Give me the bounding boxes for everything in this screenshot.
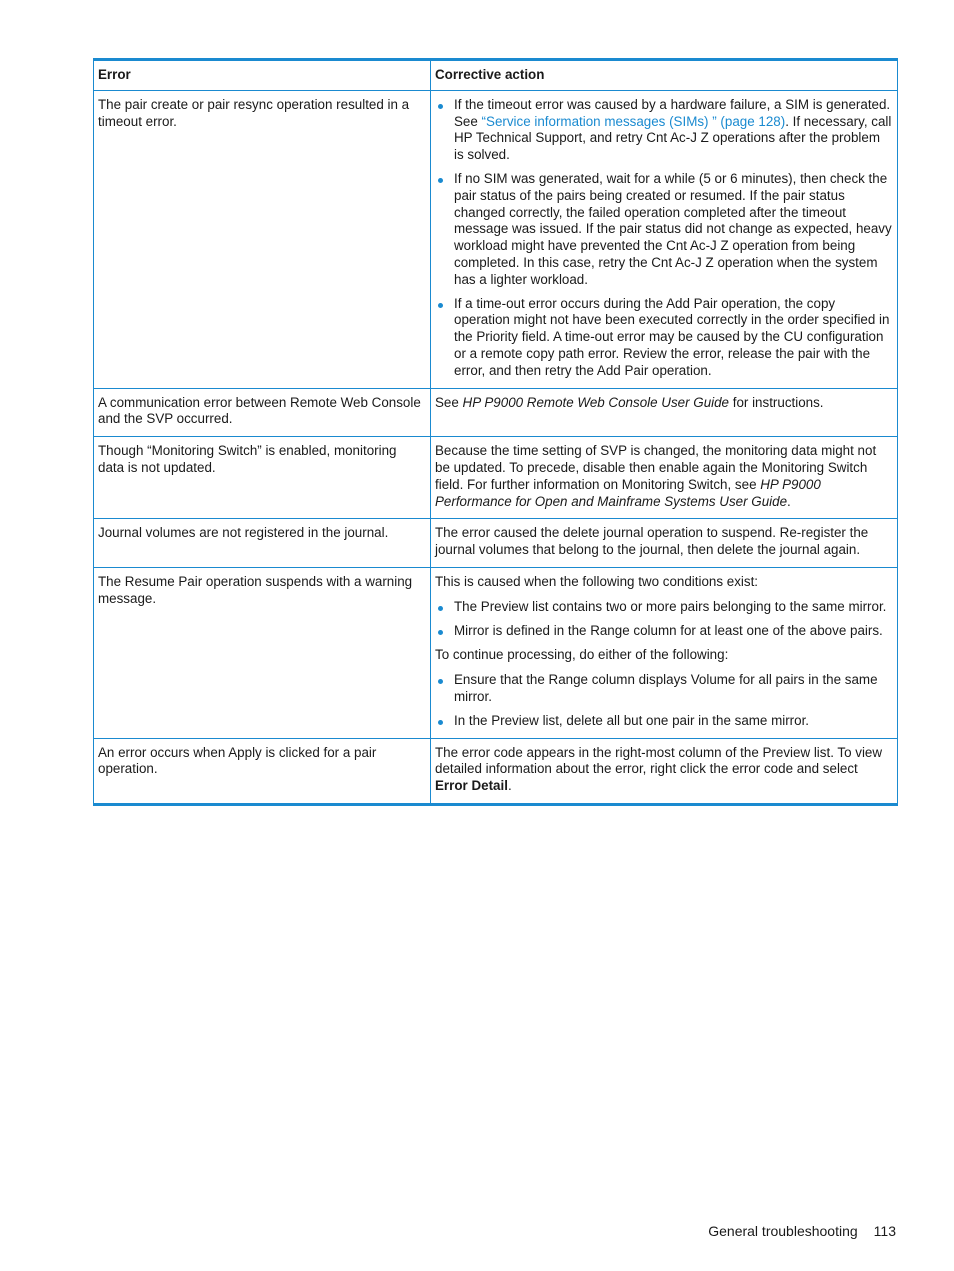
action-cell	[431, 437, 898, 519]
text-span: for instructions.	[729, 394, 824, 410]
table-row	[94, 519, 898, 568]
list-item: Ensure that the Range column displays Volume for all pairs in the same mirror.	[435, 672, 892, 706]
error-cell: The pair create or pair resync operation resulted in a timeout error.	[94, 90, 431, 388]
text-span: The error code appears in the right-most column of the Preview list. To view detailed information about the error, right click the error code and select	[435, 744, 883, 777]
action-cell	[431, 90, 898, 388]
page-number: 113	[873, 1223, 896, 1239]
column-header-corrective-action: Corrective action	[431, 60, 898, 91]
table-row	[94, 388, 898, 437]
middle-text: To continue processing, do either of the following:	[435, 647, 729, 663]
error-cell: The Resume Pair operation suspends with a warning message.	[94, 567, 431, 738]
bullet-list	[435, 672, 892, 729]
list-item: Mirror is defined in the Range column for at least one of the above pairs.	[435, 623, 892, 640]
sims-reference-link[interactable]: “Service information messages (SIMs) ” (page 128)	[481, 113, 786, 129]
error-cell: A communication error between Remote Web Console and the SVP occurred.	[94, 388, 431, 437]
text-span: If the timeout error was caused by a hardware failure, a SIM is generated. See	[454, 96, 891, 129]
text-span: .	[787, 493, 791, 509]
bullet-list	[435, 97, 892, 380]
table-header-row	[94, 60, 898, 91]
list-item: The Preview list contains two or more pairs belonging to the same mirror.	[435, 599, 892, 616]
error-detail-term: Error Detail	[435, 778, 508, 794]
footer-section-title: General troubleshooting	[708, 1223, 858, 1239]
list-item	[435, 97, 892, 164]
column-header-error: Error	[94, 60, 431, 91]
table-row	[94, 567, 898, 738]
action-cell: The error caused the delete journal operation to suspend. Re-register the journal volumes that belong to the journal, then delete the journal again.	[431, 519, 898, 568]
troubleshooting-table	[93, 58, 898, 806]
list-item: In the Preview list, delete all but one pair in the same mirror.	[435, 713, 892, 730]
bullet-list	[435, 599, 892, 640]
text-span: .	[507, 778, 512, 794]
page-footer	[708, 1223, 896, 1240]
list-item: If a time-out error occurs during the Add Pair operation, the copy operation might not have been executed correctly in the order specified in the Priority field. A time-out error may be caused by the CU configuration or a remote copy path error. Review the error, release the pair with the error, and then retry the Add Pair operation.	[435, 296, 892, 380]
text-span: Because the time setting of SVP is changed, the monitoring data might not be updated. To precede, disable then enable again the Monitoring Switch field. For further information on Monitoring Switch, see	[435, 443, 877, 492]
guide-title: HP P9000 Remote Web Console User Guide	[462, 394, 730, 410]
intro-text: This is caused when the following two conditions exist:	[435, 573, 759, 589]
table-row	[94, 437, 898, 519]
table-row	[94, 738, 898, 804]
error-cell: An error occurs when Apply is clicked for a pair operation.	[94, 738, 431, 804]
action-cell	[431, 738, 898, 804]
error-cell: Journal volumes are not registered in the journal.	[94, 519, 431, 568]
guide-title: HP P9000 Performance for Open and Mainframe Systems User Guide	[435, 476, 821, 509]
action-cell	[431, 567, 898, 738]
text-span: . If necessary, call HP Technical Support, and retry Cnt Ac-J Z operations after the problem is solved.	[454, 113, 892, 163]
list-item: If no SIM was generated, wait for a while (5 or 6 minutes), then check the pair status of the pairs being created or resumed. If the pair status changed correctly, the failed operation completed after the timeout message was issued. If the pair status did not change as expected, heavy workload might have prevented the Cnt Ac-J Z operation from being completed. In this case, retry the Cnt Ac-J Z operation when the system has a lighter workload.	[435, 171, 892, 289]
text-span: See	[435, 394, 463, 410]
action-cell	[431, 388, 898, 437]
table-row	[94, 90, 898, 388]
error-cell: Though “Monitoring Switch” is enabled, monitoring data is not updated.	[94, 437, 431, 519]
